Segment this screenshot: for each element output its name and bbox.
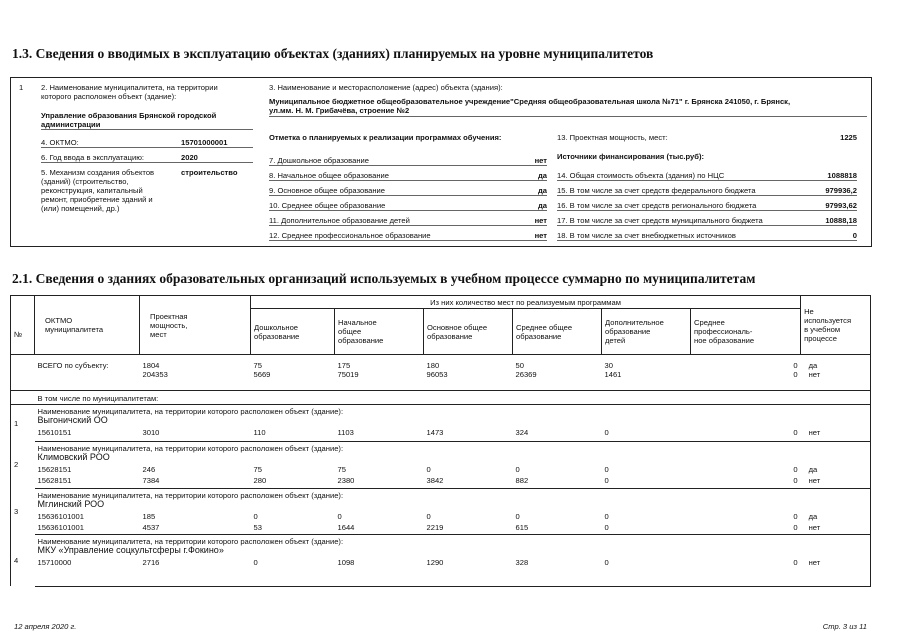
- table-cell: 0: [515, 465, 520, 474]
- finance-value: 1088818: [827, 171, 857, 180]
- finance-value: 979936,2: [825, 186, 857, 195]
- header-primary: Начальное общее образование: [335, 309, 424, 355]
- table-cell: 180: [426, 361, 440, 370]
- table-cell: 1804: [142, 361, 160, 370]
- mun-label: Наименование муниципалитета, на территории которого расположен объект (здание):: [37, 537, 344, 546]
- program-label: 10. Среднее общее образование: [269, 201, 386, 210]
- header-basic: Основное общее образование: [424, 309, 513, 355]
- table-cell: 1461: [602, 370, 691, 390]
- table-cell: 0: [604, 465, 609, 474]
- header-additional: Дополнительное образование детей: [602, 309, 691, 355]
- mechanism-label: 5. Механизм создания объектов: [41, 168, 155, 177]
- mechanism-label: ремонт, приобретение зданий и: [41, 195, 153, 204]
- program-label: 12. Среднее профессиональное образование: [269, 231, 431, 240]
- program-label: 9. Основное общее образование: [269, 186, 386, 195]
- program-value: да: [537, 171, 547, 180]
- table-cell: 75: [253, 465, 262, 474]
- table-cell: 96053: [424, 370, 513, 390]
- program-label: 8. Начальное общее образование: [269, 171, 389, 180]
- table-row: [11, 523, 871, 535]
- section-1-title: 1.3. Сведения о вводимых в эксплуатацию объектах (зданиях) планируемых на уровне муниципалитетов: [12, 46, 654, 61]
- table-cell: нет: [801, 476, 871, 488]
- table-cell: 15628151: [37, 465, 72, 474]
- table-cell: 246: [142, 465, 156, 474]
- table-cell: 328: [513, 558, 602, 586]
- table-row: [11, 465, 871, 476]
- table-cell: да: [801, 355, 871, 371]
- table-cell: 30: [604, 361, 613, 370]
- table-cell: 4537: [140, 523, 251, 535]
- table-cell: 53: [251, 523, 335, 535]
- planned-object-card: [10, 77, 872, 247]
- table-cell: 110: [251, 428, 335, 442]
- table-cell: 75: [253, 361, 262, 370]
- header-group: Из них количество мест по реализуемым программам: [251, 296, 801, 309]
- address-value: Муниципальное бюджетное общеобразовательное учреждение"Средняя общеобразовательная школа №71" г. Брянска 241050, г. Брянск,: [269, 97, 791, 106]
- table-cell: 0: [793, 361, 798, 370]
- table-cell: 175: [337, 361, 351, 370]
- table-cell: 3010: [140, 428, 251, 442]
- table-cell: 324: [513, 428, 602, 442]
- finance-label: 14. Общая стоимость объекта (здания) по НЦС: [557, 171, 725, 180]
- finance-value: 0: [852, 231, 857, 240]
- table-row: [11, 512, 871, 523]
- finance-value: 97993,62: [825, 201, 857, 210]
- footer-date: 12 апреля 2020 г.: [14, 622, 77, 631]
- table-cell: 0: [337, 511, 342, 521]
- table-row: [11, 558, 871, 586]
- table-cell: нет: [801, 428, 871, 442]
- table-cell: 75: [337, 465, 346, 474]
- table-cell: 615: [513, 523, 602, 535]
- footer-page: Стр. 3 из 11: [822, 622, 867, 631]
- table-cell: 0: [691, 476, 801, 488]
- finance-value: 10888,18: [825, 216, 857, 225]
- total-label: ВСЕГО по субъекту:: [37, 361, 109, 370]
- table-cell: нет: [801, 370, 871, 390]
- sub-label: В том числе по муниципалитетам:: [35, 390, 801, 404]
- table-cell: 0: [793, 511, 798, 521]
- municipality-value: Управление образования Брянской городской: [41, 111, 217, 120]
- table-cell: 0: [691, 428, 801, 442]
- table-cell: 15636101001: [37, 511, 84, 521]
- header-secondary: Среднее общее образование: [513, 309, 602, 355]
- municipality-label-2: которого расположен объект (здание):: [41, 92, 177, 101]
- program-value: да: [537, 186, 547, 195]
- header-capacity: Проектная мощность, мест: [140, 296, 251, 355]
- table-cell: 0: [426, 511, 431, 521]
- municipality-value-2: администрации: [41, 120, 101, 129]
- table-cell: 0: [251, 558, 335, 586]
- capacity-value: 1225: [840, 133, 857, 142]
- municipality-label: 2. Наименование муниципалитета, на территории: [41, 83, 218, 92]
- row-number: 1: [19, 83, 24, 92]
- table-cell: 0: [426, 465, 431, 474]
- table-cell: 15710000: [35, 558, 140, 586]
- table-cell: 204353: [140, 370, 251, 390]
- table-cell: 7384: [140, 476, 251, 488]
- table-cell: да: [801, 465, 871, 476]
- table-cell: 0: [602, 523, 691, 535]
- program-value: да: [537, 201, 547, 210]
- table-cell: 1103: [335, 428, 424, 442]
- mun-number: 3: [11, 488, 35, 535]
- table-cell: 3842: [424, 476, 513, 488]
- mun-name: Выгоничский ОО: [37, 415, 108, 425]
- table-cell: 15636101001: [35, 523, 140, 535]
- finance-label: 17. В том числе за счет средств муниципального бюджета: [557, 216, 763, 225]
- program-value: нет: [534, 216, 547, 225]
- header-preschool: Дошкольное образование: [251, 309, 335, 355]
- table-cell: 5669: [251, 370, 335, 390]
- oktmo-value: 15701000001: [181, 138, 228, 147]
- mechanism-label: (зданий) (строительство,: [41, 177, 129, 186]
- program-value: нет: [534, 231, 547, 240]
- mun-name: Мглинский РОО: [37, 499, 105, 509]
- header-vocational: Среднее профессиональ- ное образование: [691, 309, 801, 355]
- table-cell: 15610151: [35, 428, 140, 442]
- table-row: [11, 476, 871, 488]
- table-cell: 15628151: [35, 476, 140, 488]
- table-cell: 1290: [424, 558, 513, 586]
- mechanism-value: строительство: [181, 168, 238, 177]
- finance-label: 15. В том числе за счет средств федерального бюджета: [557, 186, 756, 195]
- table-cell: 0: [602, 428, 691, 442]
- mun-number: 2: [11, 442, 35, 489]
- table-cell: 1098: [335, 558, 424, 586]
- table-cell: 2219: [424, 523, 513, 535]
- table-cell: 1644: [335, 523, 424, 535]
- mun-name: МКУ «Управление соцкультсферы г.Фокино»: [37, 546, 224, 555]
- table-cell: 0: [691, 370, 801, 390]
- mun-label: Наименование муниципалитета, на территории которого расположен объект (здание):: [37, 490, 344, 500]
- table-cell: нет: [801, 558, 871, 586]
- program-value: нет: [534, 156, 547, 165]
- address-value-2: ул.мм. Н. М. Грибачёва, строение №2: [269, 106, 410, 115]
- table-cell: 75019: [335, 370, 424, 390]
- table-cell: 2716: [140, 558, 251, 586]
- table-cell: 0: [604, 511, 609, 521]
- program-label: 11. Дополнительное образование детей: [269, 216, 410, 225]
- table-cell: 882: [513, 476, 602, 488]
- buildings-summary-table: [10, 295, 871, 587]
- capacity-label: 13. Проектная мощность, мест:: [557, 133, 668, 142]
- finance-title: Источники финансирования (тыс.руб):: [557, 152, 705, 161]
- finance-label: 18. В том числе за счет внебюджетных источников: [557, 231, 736, 240]
- table-cell: 0: [691, 523, 801, 535]
- table-cell: 0: [515, 511, 520, 521]
- table-row: [11, 355, 871, 371]
- mun-label: Наименование муниципалитета, на территории которого расположен объект (здание):: [37, 406, 344, 416]
- header-unused: Не используется в учебном процессе: [801, 296, 871, 355]
- table-cell: нет: [801, 523, 871, 535]
- table-cell: 280: [251, 476, 335, 488]
- mun-number: 1: [11, 404, 35, 442]
- oktmo-label: 4. ОКТМО:: [41, 138, 79, 147]
- mechanism-label: (или) помещений, др.): [41, 204, 120, 213]
- mun-number: 4: [11, 535, 35, 587]
- programs-title: Отметка о планируемых к реализации программах обучения:: [269, 133, 502, 142]
- table-cell: 0: [253, 511, 258, 521]
- section-2-title: 2.1. Сведения о зданиях образовательных организаций используемых в учебном процессе суммарно по муниципалитетам: [12, 271, 756, 286]
- mun-name: Климовский РОО: [37, 453, 110, 462]
- year-value: 2020: [181, 153, 198, 162]
- table-row: [11, 370, 871, 390]
- table-cell: 0: [691, 558, 801, 586]
- table-cell: 185: [142, 511, 156, 521]
- table-row: [11, 428, 871, 442]
- table-cell: 50: [515, 361, 524, 370]
- header-num: №: [11, 296, 35, 355]
- address-label: 3. Наименование и месторасположение (адрес) объекта (здания):: [269, 83, 503, 92]
- program-label: 7. Дошкольное образование: [269, 156, 369, 165]
- header-oktmo: ОКТМО муниципалитета: [35, 296, 140, 355]
- mun-label: Наименование муниципалитета, на территории которого расположен объект (здание):: [37, 444, 344, 453]
- table-cell: 2380: [335, 476, 424, 488]
- table-cell: 0: [602, 558, 691, 586]
- finance-label: 16. В том числе за счет средств регионального бюджета: [557, 201, 757, 210]
- table-cell: 0: [793, 465, 798, 474]
- mechanism-label: реконструкция, капитальный: [41, 186, 143, 195]
- table-cell: да: [801, 512, 871, 523]
- table-cell: 0: [602, 476, 691, 488]
- table-cell: 26369: [513, 370, 602, 390]
- table-cell: 1473: [424, 428, 513, 442]
- year-label: 6. Год ввода в эксплуатацию:: [41, 153, 144, 162]
